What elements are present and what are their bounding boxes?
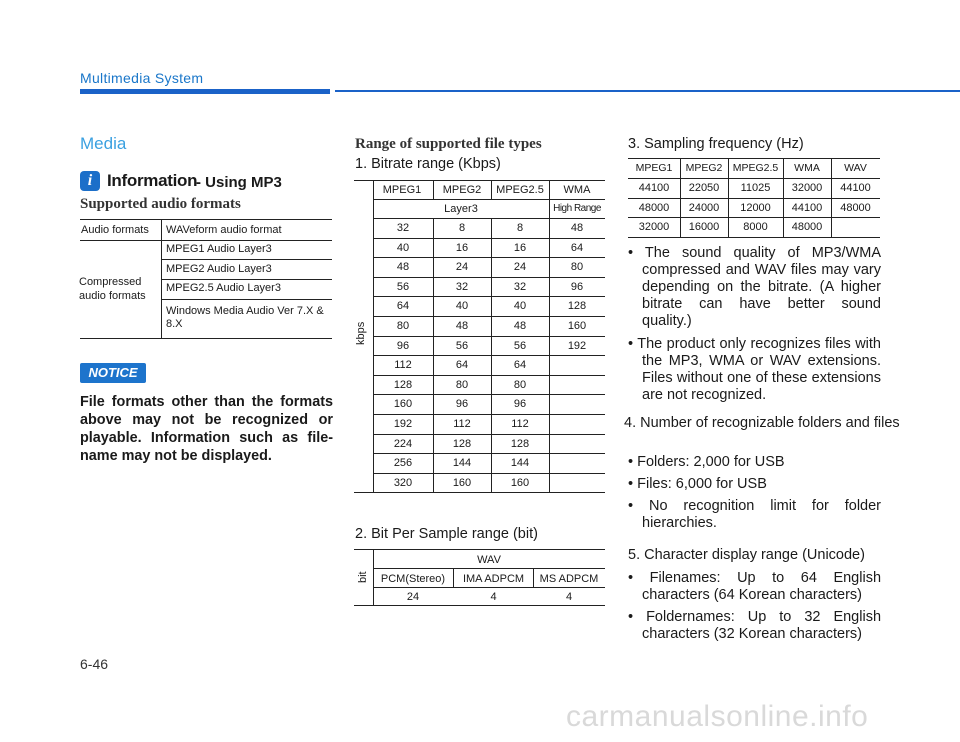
bitrate-col-rule [491, 434, 492, 454]
bps-value: 4 [490, 591, 497, 603]
bitrate-cell: 80 [513, 378, 527, 391]
bitrate-col-rule [549, 453, 550, 473]
header-rule [335, 90, 960, 92]
formats-row: MPEG2.5 Audio Layer3 [166, 282, 281, 294]
sampling-col-rule [680, 217, 681, 237]
bitrate-row-rule [373, 375, 605, 376]
info-label: Information [107, 171, 198, 190]
bullet-files: • Files: 6,000 for USB [628, 476, 767, 492]
bitrate-cell: 32 [396, 222, 410, 234]
bitrate-cell: 256 [393, 457, 413, 470]
sampling-col-rule [728, 158, 729, 178]
bitrate-col-rule [549, 434, 550, 454]
section-header-title: Multimedia System [80, 70, 204, 86]
bitrate-cell: 96 [513, 398, 527, 411]
bitrate-col-rule [433, 473, 434, 493]
bitrate-cell: 144 [510, 457, 530, 470]
bitrate-cell: 8 [516, 222, 524, 234]
sampling-col-rule [831, 158, 832, 178]
bitrate-col-rule [549, 238, 550, 258]
bps-value: 24 [406, 591, 420, 603]
bitrate-cell: 96 [396, 339, 410, 352]
folders-title: 4. Number of recognizable folders and files [624, 415, 900, 431]
formats-group-label: Compressed audio formats [79, 276, 146, 302]
notice-text: File formats other than the formats above may not be recognized or playable. Information such as file-name may not be displayed. [80, 394, 333, 464]
sampling-cell: 32000 [638, 221, 670, 234]
bitrate-col-rule [491, 257, 492, 277]
formats-row: MPEG1 Audio Layer3 [166, 243, 272, 255]
info-subtitle: - Using MP3 [196, 174, 282, 191]
bitrate-col-rule [491, 316, 492, 336]
bitrate-col-rule [433, 414, 434, 434]
bitrate-col-rule [549, 355, 550, 375]
sampling-col-rule [783, 158, 784, 178]
sampling-col-rule [831, 178, 832, 198]
bitrate-cell: 48 [396, 261, 410, 274]
bitrate-cell: 128 [393, 378, 413, 391]
bitrate-cell: 112 [453, 418, 471, 430]
bullets-quality [628, 245, 881, 404]
sampling-cell: 48000 [638, 201, 670, 214]
bitrate-row-rule [373, 257, 605, 258]
bitrate-col-rule [433, 316, 434, 336]
sampling-cell: 24000 [688, 201, 720, 214]
bitrate-col-rule [491, 394, 492, 414]
bullet-extensions: • The product only recognizes files with the MP3, WMA or WAV extensions. Files without one of these extensions are not recognized. [628, 336, 882, 403]
bitrate-cell: 16 [513, 241, 527, 254]
bitrate-row-rule [373, 355, 605, 356]
sampling-col-rule [783, 217, 784, 237]
bitrate-col-rule [491, 414, 492, 434]
bps-header: IMA ADPCM [462, 573, 525, 585]
bitrate-row-rule [373, 414, 605, 415]
bitrate-cell: 48 [455, 320, 469, 332]
sampling-cell: 8000 [743, 221, 768, 234]
sampling-header: MPEG1 [635, 162, 673, 174]
sampling-col-rule [831, 217, 832, 237]
bullet-no-limit: • No recognition limit for folder hierarchies. [628, 498, 881, 531]
bullet-foldernames: • Foldernames: Up to 32 English characters (32 Korean characters) [628, 609, 882, 642]
media-title: Media [80, 134, 127, 153]
bps-title: 2. Bit Per Sample range (bit) [355, 526, 538, 542]
bitrate-col-rule [549, 218, 550, 238]
bitrate-col-rule [491, 218, 492, 238]
bitrate-cell: 160 [452, 476, 472, 489]
bitrate-cell: 112 [511, 418, 529, 430]
bitrate-cell: 40 [455, 300, 469, 313]
bitrate-col-rule [433, 453, 434, 473]
bitrate-col-rule [549, 336, 550, 356]
sampling-cell: 48000 [840, 201, 871, 214]
bitrate-cell: 56 [513, 339, 527, 352]
sampling-cell: 44100 [840, 181, 871, 194]
sampling-col-rule [728, 178, 729, 198]
bitrate-header: MPEG1 [382, 184, 422, 196]
sampling-title: 3. Sampling frequency (Hz) [628, 136, 804, 152]
bitrate-cell: 160 [393, 398, 413, 411]
formats-row: MPEG2 Audio Layer3 [166, 263, 272, 275]
bitrate-header: MPEG2.5 [496, 184, 544, 196]
sampling-row-rule [628, 178, 880, 179]
bitrate-col-rule [549, 394, 550, 414]
bitrate-cell: 144 [452, 457, 472, 470]
bitrate-cell: 128 [510, 437, 530, 450]
sampling-row-rule [628, 198, 880, 199]
bitrate-col-rule [549, 296, 550, 316]
bitrate-col-rule [549, 375, 550, 395]
sampling-cell: 32000 [791, 181, 823, 194]
bitrate-cell: 24 [513, 261, 527, 274]
bps-header: MS ADPCM [539, 573, 599, 585]
bullets-chars [628, 570, 881, 643]
kbps-axis-label: kbps [355, 321, 367, 345]
bit-axis-label: bit [357, 571, 369, 583]
sampling-col-rule [680, 178, 681, 198]
bitrate-col-rule [491, 355, 492, 375]
bps-header: PCM(Stereo) [380, 573, 446, 585]
bitrate-col-rule [433, 257, 434, 277]
bitrate-cell: 56 [396, 280, 410, 293]
watermark: carmanualsonline.info [566, 700, 869, 733]
bitrate-cell: 80 [396, 320, 410, 332]
bullet-quality: • The sound quality of MP3/WMA compressed and WAV files may vary depending on the bitrate. (A higher bitrate can have better sound quality.) [628, 245, 881, 329]
bitrate-sub-wma: High Range [553, 203, 601, 214]
page-number: 6-46 [80, 656, 109, 672]
bitrate-cell: 80 [570, 261, 584, 274]
sampling-header: MPEG2.5 [732, 162, 779, 174]
bitrate-col-rule [549, 277, 550, 297]
sampling-header: MPEG2 [685, 162, 723, 174]
bitrate-col-rule [491, 296, 492, 316]
bitrate-title: 1. Bitrate range (Kbps) [355, 156, 501, 172]
sampling-col-rule [728, 217, 729, 237]
sampling-row-rule [628, 217, 880, 218]
formats-title: Supported audio formats [80, 196, 241, 212]
bitrate-cell: 8 [458, 222, 466, 234]
bitrate-cell: 160 [510, 476, 530, 489]
bitrate-col-rule [433, 218, 434, 238]
bps-group-label: WAV [477, 554, 501, 566]
bitrate-col-rule [433, 434, 434, 454]
bitrate-col-rule [491, 277, 492, 297]
sampling-cell: 11025 [740, 181, 771, 194]
sampling-col-rule [783, 198, 784, 218]
bitrate-col-rule [433, 277, 434, 297]
bitrate-col-rule [433, 296, 434, 316]
sampling-cell: 16000 [688, 221, 720, 234]
bitrate-col-rule [491, 238, 492, 258]
bitrate-cell: 16 [455, 241, 469, 254]
bitrate-header: WMA [563, 184, 591, 196]
char-title: 5. Character display range (Unicode) [628, 547, 865, 563]
bitrate-cell: 128 [452, 437, 472, 450]
bitrate-sub-layer3: Layer3 [444, 203, 478, 215]
bitrate-row-rule [373, 394, 605, 395]
sampling-col-rule [680, 158, 681, 178]
sampling-col-rule [783, 178, 784, 198]
bitrate-cell: 40 [513, 300, 527, 313]
bitrate-cell: 40 [396, 241, 410, 254]
sampling-col-rule [680, 198, 681, 218]
bitrate-col-rule [433, 355, 434, 375]
bitrate-row-rule [373, 296, 605, 297]
bitrate-cell: 128 [567, 300, 587, 313]
bitrate-cell: 32 [513, 280, 527, 293]
sampling-cell: 22050 [688, 181, 720, 194]
bitrate-col-rule [549, 414, 550, 434]
bullets-folders [628, 454, 881, 532]
bitrate-cell: 96 [570, 280, 584, 293]
bitrate-col-rule [433, 375, 434, 395]
bitrate-row-rule [373, 473, 605, 474]
bitrate-cell: 320 [393, 476, 413, 489]
bitrate-cell: 24 [455, 261, 469, 274]
sampling-header: WMA [794, 162, 820, 174]
bitrate-col-rule [491, 453, 492, 473]
bullet-filenames: • Filenames: Up to 64 English characters (64 Korean characters) [628, 570, 882, 603]
bitrate-cell: 224 [393, 437, 413, 450]
bitrate-row-rule [373, 277, 605, 278]
bitrate-cell: 160 [567, 320, 587, 332]
bitrate-cell: 112 [394, 359, 412, 372]
bitrate-col-rule [491, 473, 492, 493]
sampling-header: WAV [844, 162, 867, 174]
formats-row: Windows Media Audio Ver 7.X & 8.X [166, 305, 324, 330]
bitrate-cell: 48 [570, 222, 584, 234]
sampling-cell: 12000 [740, 201, 771, 214]
header-accent-bar [80, 89, 330, 94]
sampling-cell: 44100 [791, 201, 823, 214]
bitrate-cell: 64 [513, 359, 527, 372]
bullet-folders: • Folders: 2,000 for USB [628, 454, 785, 470]
formats-header-col2: WAVeform audio format [166, 224, 282, 236]
bitrate-row-rule [373, 453, 605, 454]
bitrate-col-rule [433, 336, 434, 356]
bitrate-cell: 64 [396, 300, 410, 313]
bitrate-col-rule [433, 238, 434, 258]
info-icon: i [80, 171, 100, 191]
bitrate-cell: 48 [513, 320, 527, 332]
formats-header-col1: Audio formats [81, 224, 149, 236]
bitrate-col-rule [491, 336, 492, 356]
bps-value: 4 [565, 591, 573, 603]
bitrate-col-rule [549, 257, 550, 277]
sampling-cell: 48000 [791, 221, 823, 234]
range-title: Range of supported file types [355, 136, 542, 152]
bitrate-col-rule [433, 394, 434, 414]
bitrate-header: MPEG2 [442, 184, 482, 196]
notice-badge: NOTICE [80, 363, 146, 383]
bitrate-cell: 80 [455, 378, 469, 391]
sampling-cell: 44100 [638, 181, 670, 194]
bitrate-cell: 56 [455, 339, 469, 352]
bitrate-cell: 96 [455, 398, 469, 411]
sampling-col-rule [831, 198, 832, 218]
bitrate-cell: 64 [570, 241, 584, 254]
sampling-col-rule [728, 198, 729, 218]
bitrate-col-rule [549, 473, 550, 493]
bitrate-row-rule [373, 336, 605, 337]
bitrate-cell: 192 [393, 418, 413, 430]
bitrate-cell: 32 [455, 280, 469, 293]
bitrate-cell: 64 [455, 359, 469, 372]
bitrate-col-rule [491, 375, 492, 395]
bitrate-row-rule [373, 238, 605, 239]
bitrate-row-rule [373, 434, 605, 435]
bitrate-col-rule [549, 316, 550, 336]
bitrate-cell: 192 [567, 339, 587, 352]
bitrate-row-rule [373, 316, 605, 317]
